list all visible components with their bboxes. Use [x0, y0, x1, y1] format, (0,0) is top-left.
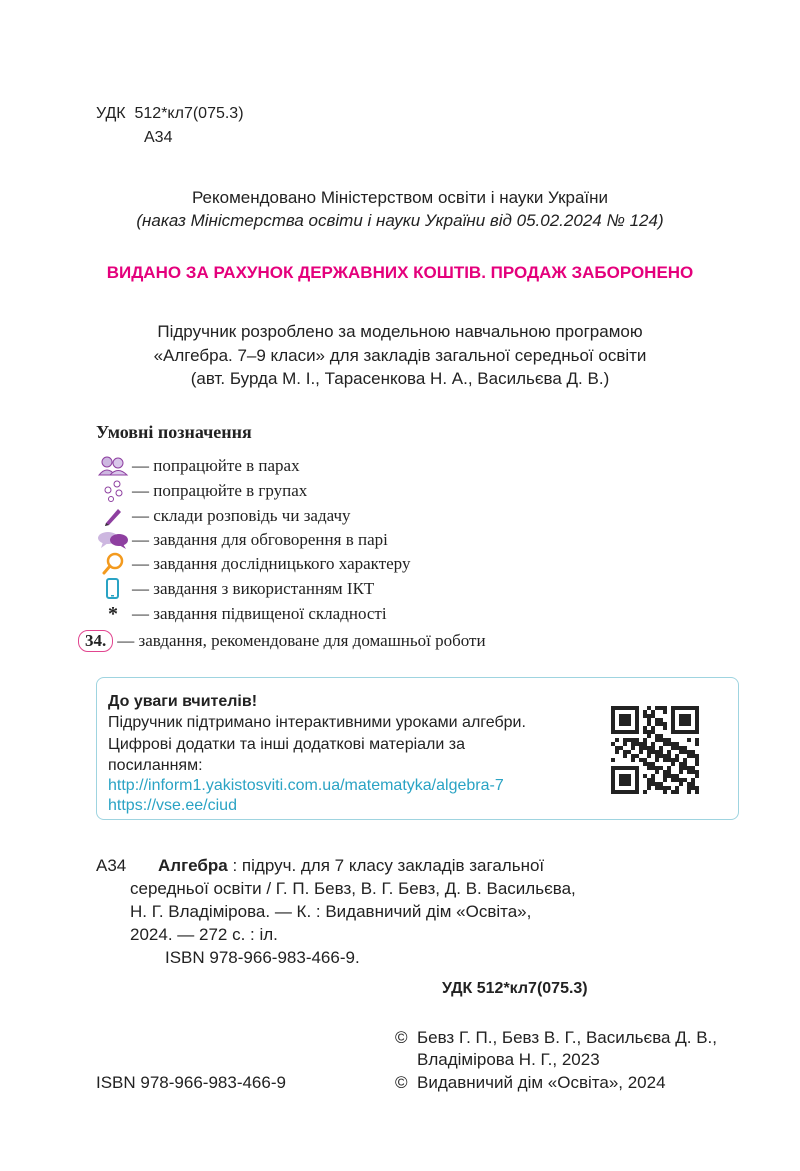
legend-item-homework — [78, 629, 486, 653]
legend-text: — попрацюйте в групах — [132, 481, 308, 500]
bib-isbn: ISBN 978-966-983-466-9. — [165, 948, 360, 967]
copyright-symbol: © — [395, 1073, 408, 1092]
groups-icon — [96, 480, 130, 502]
copyright-symbol: © — [395, 1028, 408, 1047]
teachers-box-line2: Цифрові додатки та інші додаткові матеріали за — [108, 736, 465, 753]
bib-line1-rest: : підруч. для 7 класу закладів загальної — [232, 856, 545, 875]
legend-item-hard — [96, 602, 387, 626]
bib-line3: Н. Г. Владімірова. — К. : Видавничий дім «Освіта», — [130, 902, 532, 921]
magnifier-icon — [96, 553, 130, 575]
phone-icon — [96, 578, 130, 600]
teachers-box-title: До уваги вчителів! — [108, 693, 258, 710]
legend-text: — склади розповідь чи задачу — [132, 506, 351, 525]
legend-item-pencil — [96, 504, 351, 528]
bib-title: Алгебра — [158, 856, 228, 875]
copyright-publisher: Видавничий дім «Освіта», 2024 — [416, 1073, 666, 1092]
qr-code-icon[interactable] — [611, 706, 699, 799]
teachers-box-line3: посиланням: — [108, 757, 203, 774]
legend-text: — завдання для обговорення в парі — [132, 530, 388, 549]
bib-line4: 2024. — 272 с. : іл. — [130, 925, 278, 944]
teachers-box-line1: Підручник підтримано інтерактивними уроками алгебри. — [108, 714, 526, 731]
legend-text: — завдання з використанням ІКТ — [132, 579, 375, 598]
pencil-icon — [96, 505, 130, 527]
legend-title: Умовні позначення — [96, 422, 252, 442]
program-line3: (авт. Бурда М. І., Тарасенкова Н. А., Васильєва Д. В.) — [190, 369, 610, 388]
legend-item-discussion — [96, 528, 388, 552]
isbn-bottom: ISBN 978-966-983-466-9 — [96, 1073, 286, 1092]
legend-text: — завдання, рекомендоване для домашньої роботи — [117, 631, 486, 650]
copyright-line2: Владімірова Н. Г., 2023 — [417, 1050, 600, 1069]
bib-line1 — [158, 856, 544, 876]
legend-text: — попрацюйте в парах — [132, 456, 300, 475]
index-code: А34 — [144, 129, 173, 146]
program-line2: «Алгебра. 7–9 класи» для закладів загальної середньої освіти — [153, 346, 647, 365]
udk-code: 512*кл7(075.3) — [134, 105, 244, 122]
recommendation-line1: Рекомендовано Міністерством освіти і науки України — [191, 188, 609, 207]
link-vse[interactable]: https://vse.ee/ciud — [108, 797, 237, 814]
legend-text: — завдання підвищеної складності — [132, 604, 387, 623]
teachers-info-box — [96, 677, 739, 820]
legend-text: — завдання дослідницького характеру — [132, 554, 411, 573]
legend-item-ict — [96, 577, 374, 601]
link-inform1[interactable]: http://inform1.yakistosviti.com.ua/matematyka/algebra-7 — [108, 777, 504, 794]
copyright-authors: Бевз Г. П., Бевз В. Г., Васильєва Д. В., — [416, 1028, 717, 1047]
pairs-icon — [96, 455, 130, 477]
udk-bottom: УДК 512*кл7(075.3) — [442, 980, 588, 997]
copyright-line3 — [395, 1073, 666, 1093]
recommendation-line2: (наказ Міністерства освіти і науки України від 05.02.2024 № 124) — [136, 211, 664, 230]
legend-item-groups — [96, 479, 307, 503]
asterisk-icon: * — [108, 602, 118, 625]
number-badge: 34. — [78, 630, 113, 652]
udk-label: УДК — [96, 105, 126, 122]
copyright-line1 — [395, 1028, 717, 1048]
state-funds-notice: ВИДАНО ЗА РАХУНОК ДЕРЖАВНИХ КОШТІВ. ПРОДАЖ ЗАБОРОНЕНО — [106, 263, 694, 282]
program-line1: Підручник розроблено за модельною навчальною програмою — [157, 322, 643, 341]
speech-bubbles-icon — [96, 529, 130, 551]
udk-top — [96, 104, 244, 124]
bib-index: А34 — [96, 856, 127, 875]
bib-line2: середньої освіти / Г. П. Бевз, В. Г. Бевз, Д. В. Васильєва, — [130, 879, 576, 898]
legend-item-research — [96, 552, 410, 576]
legend-item-pairs — [96, 454, 300, 478]
